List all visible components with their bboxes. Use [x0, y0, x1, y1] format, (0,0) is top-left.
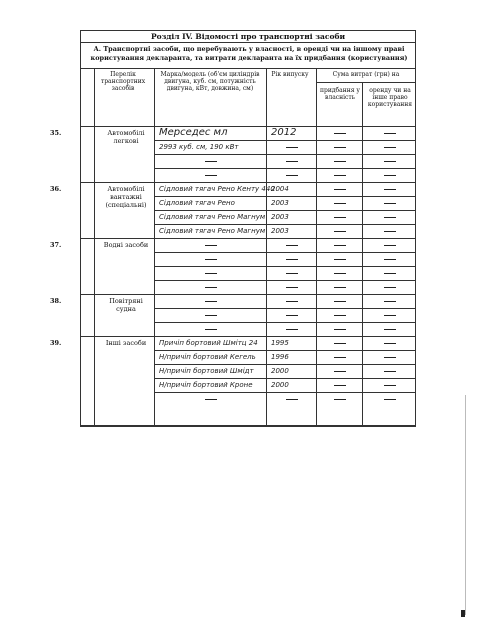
table-rule — [80, 42, 416, 43]
year-value-dash — [286, 287, 298, 288]
purchase-cost-value-dash — [334, 329, 346, 330]
brand-model-value: 2993 куб. см, 190 кВт — [159, 143, 239, 151]
lease-cost-value-dash — [384, 203, 396, 204]
year-value: 2003 — [271, 213, 289, 221]
table-rule — [94, 68, 95, 426]
year-value: 1996 — [271, 353, 289, 361]
brand-model-value-dash — [205, 287, 217, 288]
header-purchase: придбання у власність — [320, 87, 360, 101]
lease-cost-value-dash — [384, 231, 396, 232]
table-rule — [154, 392, 416, 393]
brand-model-value-dash — [205, 315, 217, 316]
year-value-dash — [286, 147, 298, 148]
row-number: 36. — [50, 185, 62, 193]
table-rule — [154, 280, 416, 281]
category-label: Інші засоби — [105, 339, 147, 347]
table-rule — [80, 426, 416, 427]
table-rule — [80, 336, 416, 337]
row-number: 37. — [50, 241, 62, 249]
year-value-dash — [286, 161, 298, 162]
purchase-cost-value-dash — [334, 189, 346, 190]
category-label: Автомобілі легкові — [107, 129, 145, 145]
brand-model-value-dash — [205, 301, 217, 302]
purchase-cost-value-dash — [334, 315, 346, 316]
brand-model-value: Н/причіп бортовий Кегель — [159, 353, 256, 361]
table-rule — [154, 364, 416, 365]
lease-cost-value-dash — [384, 133, 396, 134]
brand-model-value: Мерседес мл — [159, 127, 228, 138]
lease-cost-value-dash — [384, 357, 396, 358]
year-value-dash — [286, 259, 298, 260]
purchase-cost-value-dash — [334, 385, 346, 386]
brand-model-value: Сідловий тягач Рено Магнум — [159, 213, 266, 221]
year-value: 2012 — [271, 127, 297, 138]
purchase-cost-value-dash — [334, 399, 346, 400]
header-year: Рік випуску — [271, 71, 309, 78]
brand-model-value-dash — [205, 245, 217, 246]
table-rule — [80, 238, 416, 239]
table-rule — [154, 224, 416, 225]
year-value: 2003 — [271, 227, 289, 235]
table-rule — [154, 68, 155, 426]
table-rule — [154, 308, 416, 309]
purchase-cost-value-dash — [334, 217, 346, 218]
header-amount: Сума витрат (грн) на — [332, 71, 400, 78]
purchase-cost-value-dash — [334, 343, 346, 344]
header-brand: Марка/модель (об'єм циліндрів двигуна, куб. см, потужність двигуна, кВт, довжина, см) — [160, 71, 260, 92]
year-value-dash — [286, 315, 298, 316]
brand-model-value: Сідловий тягач Рено Магнум — [159, 227, 266, 235]
year-value: 2004 — [271, 185, 289, 193]
brand-model-value-dash — [205, 259, 217, 260]
year-value: 2003 — [271, 199, 289, 207]
purchase-cost-value-dash — [334, 147, 346, 148]
purchase-cost-value-dash — [334, 287, 346, 288]
table-rule — [154, 252, 416, 253]
category-label: Автомобілі вантажні (спеціальні) — [105, 185, 147, 209]
brand-model-value: Причіп бортовий Шмітц 24 — [159, 339, 258, 347]
year-value-dash — [286, 329, 298, 330]
subsection-title: А. Транспортні засоби, що перебувають у власності, в оренді чи на іншому праві користування декларанта, та витрати декларанта на їх придбання (користування) — [90, 45, 408, 62]
lease-cost-value-dash — [384, 315, 396, 316]
table-rule — [154, 266, 416, 267]
scan-edge — [465, 395, 466, 615]
year-value: 2000 — [271, 381, 289, 389]
category-label: Повітряні судна — [109, 297, 143, 313]
row-number: 38. — [50, 297, 62, 305]
table-rule — [154, 322, 416, 323]
year-value-dash — [286, 245, 298, 246]
table-rule — [154, 140, 416, 141]
purchase-cost-value-dash — [334, 259, 346, 260]
lease-cost-value-dash — [384, 301, 396, 302]
year-value-dash — [286, 273, 298, 274]
purchase-cost-value-dash — [334, 371, 346, 372]
purchase-cost-value-dash — [334, 203, 346, 204]
brand-model-value-dash — [205, 161, 217, 162]
table-rule — [154, 350, 416, 351]
lease-cost-value-dash — [384, 147, 396, 148]
table-rule — [80, 294, 416, 295]
table-rule — [266, 68, 267, 426]
lease-cost-value-dash — [384, 329, 396, 330]
purchase-cost-value-dash — [334, 245, 346, 246]
purchase-cost-value-dash — [334, 175, 346, 176]
lease-cost-value-dash — [384, 161, 396, 162]
year-value: 1995 — [271, 339, 289, 347]
lease-cost-value-dash — [384, 189, 396, 190]
lease-cost-value-dash — [384, 273, 396, 274]
brand-model-value: Сідловий тягач Рено Кенту 440 — [159, 185, 275, 193]
year-value: 2000 — [271, 367, 289, 375]
table-rule — [154, 210, 416, 211]
table-rule — [362, 82, 363, 426]
category-label: Водні засоби — [103, 241, 149, 249]
table-rule — [316, 82, 416, 83]
lease-cost-value-dash — [384, 385, 396, 386]
row-number: 35. — [50, 129, 62, 137]
brand-model-value-dash — [205, 175, 217, 176]
purchase-cost-value-dash — [334, 357, 346, 358]
brand-model-value-dash — [205, 273, 217, 274]
table-rule — [154, 154, 416, 155]
table-rule — [154, 168, 416, 169]
table-rule — [154, 196, 416, 197]
scan-mark — [461, 610, 465, 617]
brand-model-value: Н/причіп бортовий Шмідт — [159, 367, 254, 375]
year-value-dash — [286, 301, 298, 302]
purchase-cost-value-dash — [334, 301, 346, 302]
table-rule — [316, 68, 317, 426]
year-value-dash — [286, 399, 298, 400]
year-value-dash — [286, 175, 298, 176]
lease-cost-value-dash — [384, 399, 396, 400]
table-rule — [80, 68, 416, 69]
brand-model-value: Н/причіп бортовий Кроне — [159, 381, 253, 389]
lease-cost-value-dash — [384, 259, 396, 260]
row-number: 39. — [50, 339, 62, 347]
purchase-cost-value-dash — [334, 273, 346, 274]
header-lease: оренду чи на інше право користування — [367, 87, 413, 108]
purchase-cost-value-dash — [334, 133, 346, 134]
table-rule — [154, 378, 416, 379]
lease-cost-value-dash — [384, 287, 396, 288]
purchase-cost-value-dash — [334, 231, 346, 232]
lease-cost-value-dash — [384, 371, 396, 372]
header-list: Перелік транспортних засобів — [100, 71, 146, 92]
table-rule — [80, 182, 416, 183]
section-title: Розділ IV. Відомості про транспортні засоби — [150, 32, 346, 41]
lease-cost-value-dash — [384, 217, 396, 218]
purchase-cost-value-dash — [334, 161, 346, 162]
brand-model-value-dash — [205, 329, 217, 330]
lease-cost-value-dash — [384, 175, 396, 176]
lease-cost-value-dash — [384, 343, 396, 344]
brand-model-value: Сідловий тягач Рено — [159, 199, 235, 207]
brand-model-value-dash — [205, 399, 217, 400]
lease-cost-value-dash — [384, 245, 396, 246]
